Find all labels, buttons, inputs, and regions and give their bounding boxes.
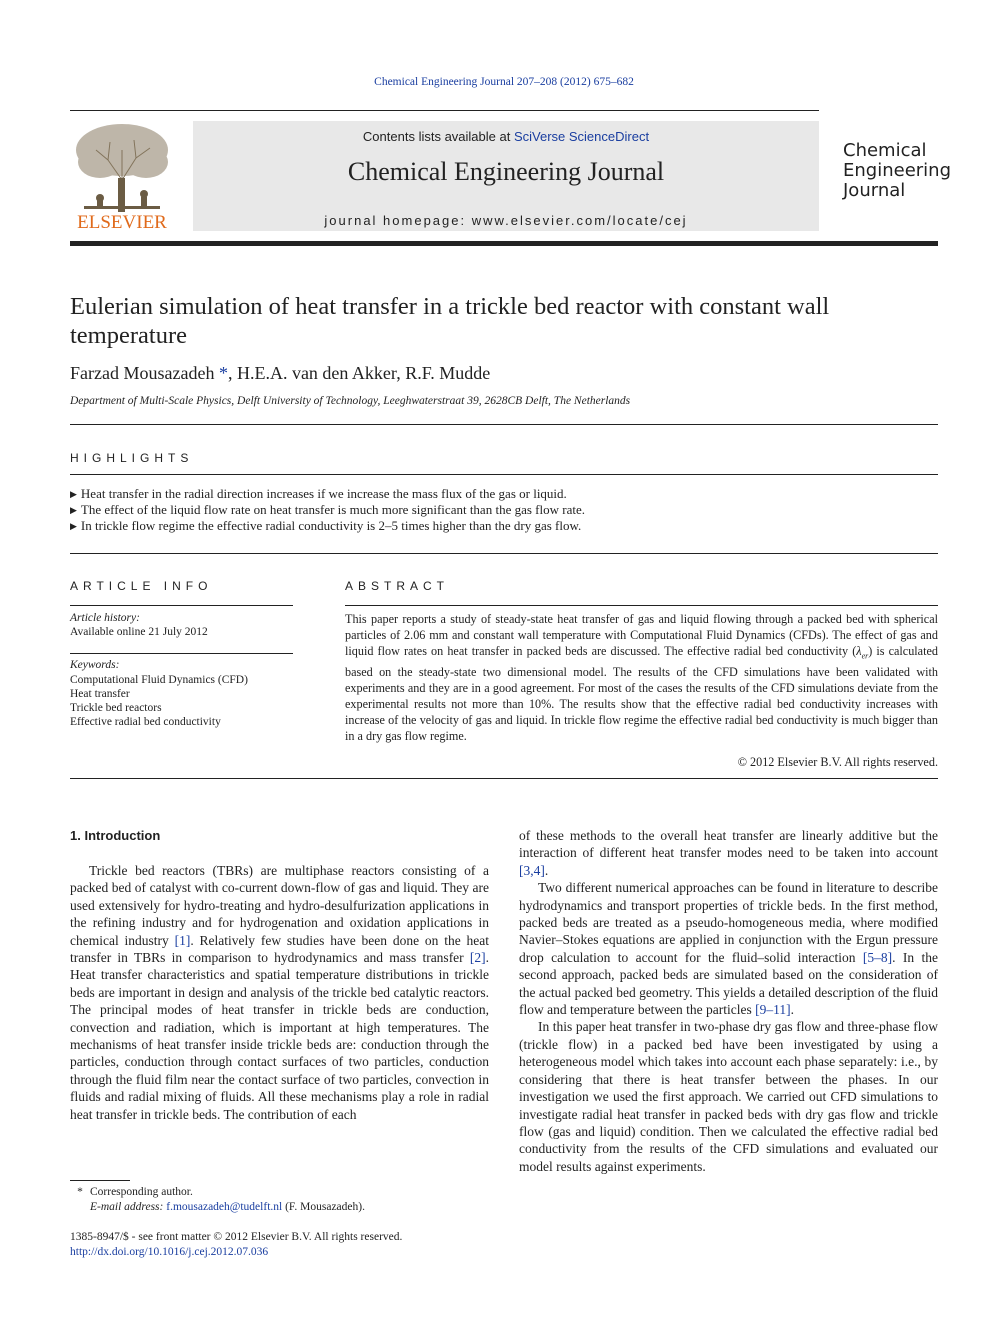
- homepage-line: [193, 213, 819, 228]
- cover-line: Engineering: [843, 160, 951, 181]
- keyword: Effective radial bed conductivity: [70, 716, 221, 728]
- highlight-text: The effect of the liquid flow rate on heat transfer is much more significant than the gas flow rate.: [80, 502, 585, 517]
- elsevier-logo[interactable]: [70, 120, 174, 232]
- abstract-copyright: © 2012 Elsevier B.V. All rights reserved.: [737, 755, 938, 769]
- other-authors: , H.E.A. van den Akker, R.F. Mudde: [227, 363, 491, 383]
- authors: [70, 363, 490, 384]
- lambda-symbol: [856, 644, 869, 661]
- abstract-text: ) is calculated based on the steady-state two dimensional model. The results of the CFD simulations have been validated with experiments and they are in a good agreement. For most of the cases the results of the CFD simulations deviate from the experimental results not more than 10%. The results show that the effective radial bed conductivity increases with increase of the velocity of gas and liquid. In trickle flow regime the effective radial bed conductivity is much bigger than in a dry gas flow regime.: [345, 644, 938, 744]
- running-head[interactable]: Chemical Engineering Journal 207–208 (2012) 675–682: [374, 76, 634, 88]
- logo-wordmark: ELSEVIER: [77, 212, 167, 232]
- abstract-body: [345, 611, 938, 744]
- citation-link[interactable]: [9–11]: [755, 1002, 791, 1018]
- lambda: λ: [856, 644, 862, 658]
- divider: [70, 474, 938, 475]
- highlight-text: In trickle flow regime the effective radial conductivity is 2–5 times higher than the dry gas flow.: [80, 518, 582, 533]
- author-name: Farzad Mousazadeh: [70, 363, 215, 383]
- highlights-list: [70, 486, 950, 534]
- lambda-subscript: er: [861, 651, 869, 661]
- text: . In the second approach, packed beds are simulated based on the consideration of the actual packed bed geometry. This yields a detailed description of the fluid flow and temperature between the particles: [519, 949, 938, 1018]
- journal-cover-title: [843, 141, 953, 201]
- text: . Heat transfer characteristics and spatial temperature distributions in trickle beds are important in design and analysis of the trickle bed catalytic reactors. The principal modes of heat transfer in trickle beds are conduction, convection and radiation, which is important at high temperatures. The mechanisms of heat transfer inside trickle beds are: conduction through the particles, conduction through contact surfaces of two particles, conduction through the fluid film near the contact surface of two particles, convection in fluids and radial mixing of fluids. All these mechanisms play a role in radial heat transfer in trickle beds. The contribution of each: [70, 950, 489, 1122]
- paragraph: In this paper heat transfer in two-phase dry gas flow and three-phase flow (trickle flow) in a packed bed have been investigated by using a heterogeneous model which takes into account each phase separately: i.e., by considering that there is heat transfer between the phases. In our investigation we used the first approach. We carried out CFD simulations to investigate radial heat transfer in packed beds with dry gas flow and trickle flow (gas and liquid) condition. Then we calculated the effective radial bed conductivity from the results of the CFD simulations and evaluated our model results against experiments.: [519, 1019, 938, 1174]
- text: . Relatively few studies have been done on the heat transfer in TBRs in comparison to hydrodynamics and mass transfer: [70, 932, 489, 966]
- paragraph: [70, 862, 489, 1123]
- paragraph: [519, 879, 938, 1018]
- article-info-heading: ARTICLE INFO: [70, 579, 213, 593]
- abstract-text: This paper reports a study of steady-state heat transfer of gas and liquid flowing through a packed bed with spherical particles of 2.06 mm and constant wall temperature with Computational Fluid Dynamics (CFDs). The effect of gas and liquid flow rates on heat transfer in packed beds are discussed. The effective radial bed conductivity (: [345, 612, 938, 658]
- keyword: Trickle bed reactors: [70, 702, 162, 714]
- bullet-triangle-icon: ▶: [70, 521, 77, 531]
- sciencedirect-link[interactable]: SciVerse ScienceDirect: [513, 129, 650, 144]
- corresponding-note: [70, 1185, 490, 1200]
- text: Two different numerical approaches can be found in literature to describe hydrodynamics and transport properties of trickle beds. In the first method, packed beds are treated as a pseudo-homogeneous media, where modified Navier–Stokes equations are applied in conjunction with the Ergun pressure drop calculation to account for the fluid–solid interaction: [519, 880, 938, 965]
- divider: [70, 553, 938, 554]
- front-matter-footer: [70, 1230, 402, 1260]
- keyword: Heat transfer: [70, 688, 130, 700]
- homepage-url[interactable]: www.elsevier.com/locate/cej: [471, 213, 688, 228]
- keywords-list: [70, 673, 248, 729]
- footnote: [70, 1185, 490, 1215]
- cover-line: Chemical: [843, 140, 927, 161]
- text: of these methods to the overall heat transfer are linearly additive but the interaction of different heat transfer modes need to be taken into account: [519, 828, 938, 861]
- highlight-text: Heat transfer in the radial direction increases if we increase the mass flux of the gas or liquid.: [80, 486, 567, 501]
- bullet-triangle-icon: ▶: [70, 489, 77, 499]
- citation-link[interactable]: [3,4]: [519, 862, 545, 878]
- body-column-left: [70, 862, 489, 1123]
- keyword: Computational Fluid Dynamics (CFD): [70, 674, 248, 686]
- email-link[interactable]: f.mousazadeh@tudelft.nl: [166, 1201, 283, 1213]
- bullet-triangle-icon: ▶: [70, 505, 77, 515]
- email-note: [70, 1200, 490, 1215]
- doi-link[interactable]: http://dx.doi.org/10.1016/j.cej.2012.07.036: [70, 1246, 269, 1258]
- highlight-item: [70, 518, 950, 534]
- citation-link[interactable]: [1]: [174, 932, 191, 948]
- corresponding-text: Corresponding author.: [90, 1186, 193, 1198]
- article-title: Eulerian simulation of heat transfer in a trickle bed reactor with constant wall temperature: [70, 293, 830, 349]
- citation-link[interactable]: [2]: [469, 950, 486, 966]
- abstract-heading: ABSTRACT: [345, 579, 450, 593]
- divider: [70, 110, 819, 111]
- email-suffix: (F. Mousazadeh).: [282, 1201, 365, 1213]
- history-label: Article history:: [70, 612, 140, 624]
- text: .: [790, 1002, 795, 1018]
- highlights-heading: HIGHLIGHTS: [70, 451, 194, 465]
- homepage-label: journal homepage:: [324, 213, 472, 228]
- affiliation: Department of Multi-Scale Physics, Delft University of Technology, Leeghwaterstraat 39, 2628CB Delft, The Netherlands: [70, 395, 631, 407]
- divider: [70, 605, 293, 606]
- contents-prefix: Contents lists available at: [362, 129, 514, 144]
- footnote-marker: *: [77, 1186, 83, 1198]
- divider: [70, 424, 938, 425]
- highlight-item: [70, 502, 950, 518]
- issn-line: 1385-8947/$ - see front matter © 2012 Elsevier B.V. All rights reserved.: [70, 1231, 403, 1243]
- paragraph: [519, 827, 938, 879]
- email-label: E-mail address:: [90, 1201, 164, 1213]
- thick-divider: [70, 241, 938, 246]
- footnote-rule: [70, 1180, 130, 1181]
- body-column-right: [519, 827, 938, 1175]
- text: .: [544, 862, 549, 878]
- divider: [70, 778, 938, 779]
- journal-name: Chemical Engineering Journal: [347, 157, 665, 186]
- journal-banner: [193, 121, 819, 231]
- cover-line: Journal: [843, 180, 906, 201]
- divider: [70, 653, 293, 654]
- corresponding-author-marker[interactable]: *: [218, 363, 228, 383]
- text: Trickle bed reactors (TBRs) are multiphase reactors consisting of a packed bed of catalyst with co-current down-flow of gas and liquid. They are used extensively for hydro-treating and hydro-desulfurization applications in the refining industry and for hydrogenation and oxidation applications in chemical industry: [70, 863, 489, 948]
- divider: [345, 605, 938, 606]
- contents-line: [193, 129, 819, 144]
- highlight-item: [70, 486, 950, 502]
- elsevier-tree-icon: [70, 120, 174, 232]
- citation-link[interactable]: [5–8]: [862, 949, 893, 965]
- history-value: Available online 21 July 2012: [70, 626, 208, 638]
- keywords-label: Keywords:: [70, 659, 120, 671]
- section-heading: 1. Introduction: [70, 828, 161, 843]
